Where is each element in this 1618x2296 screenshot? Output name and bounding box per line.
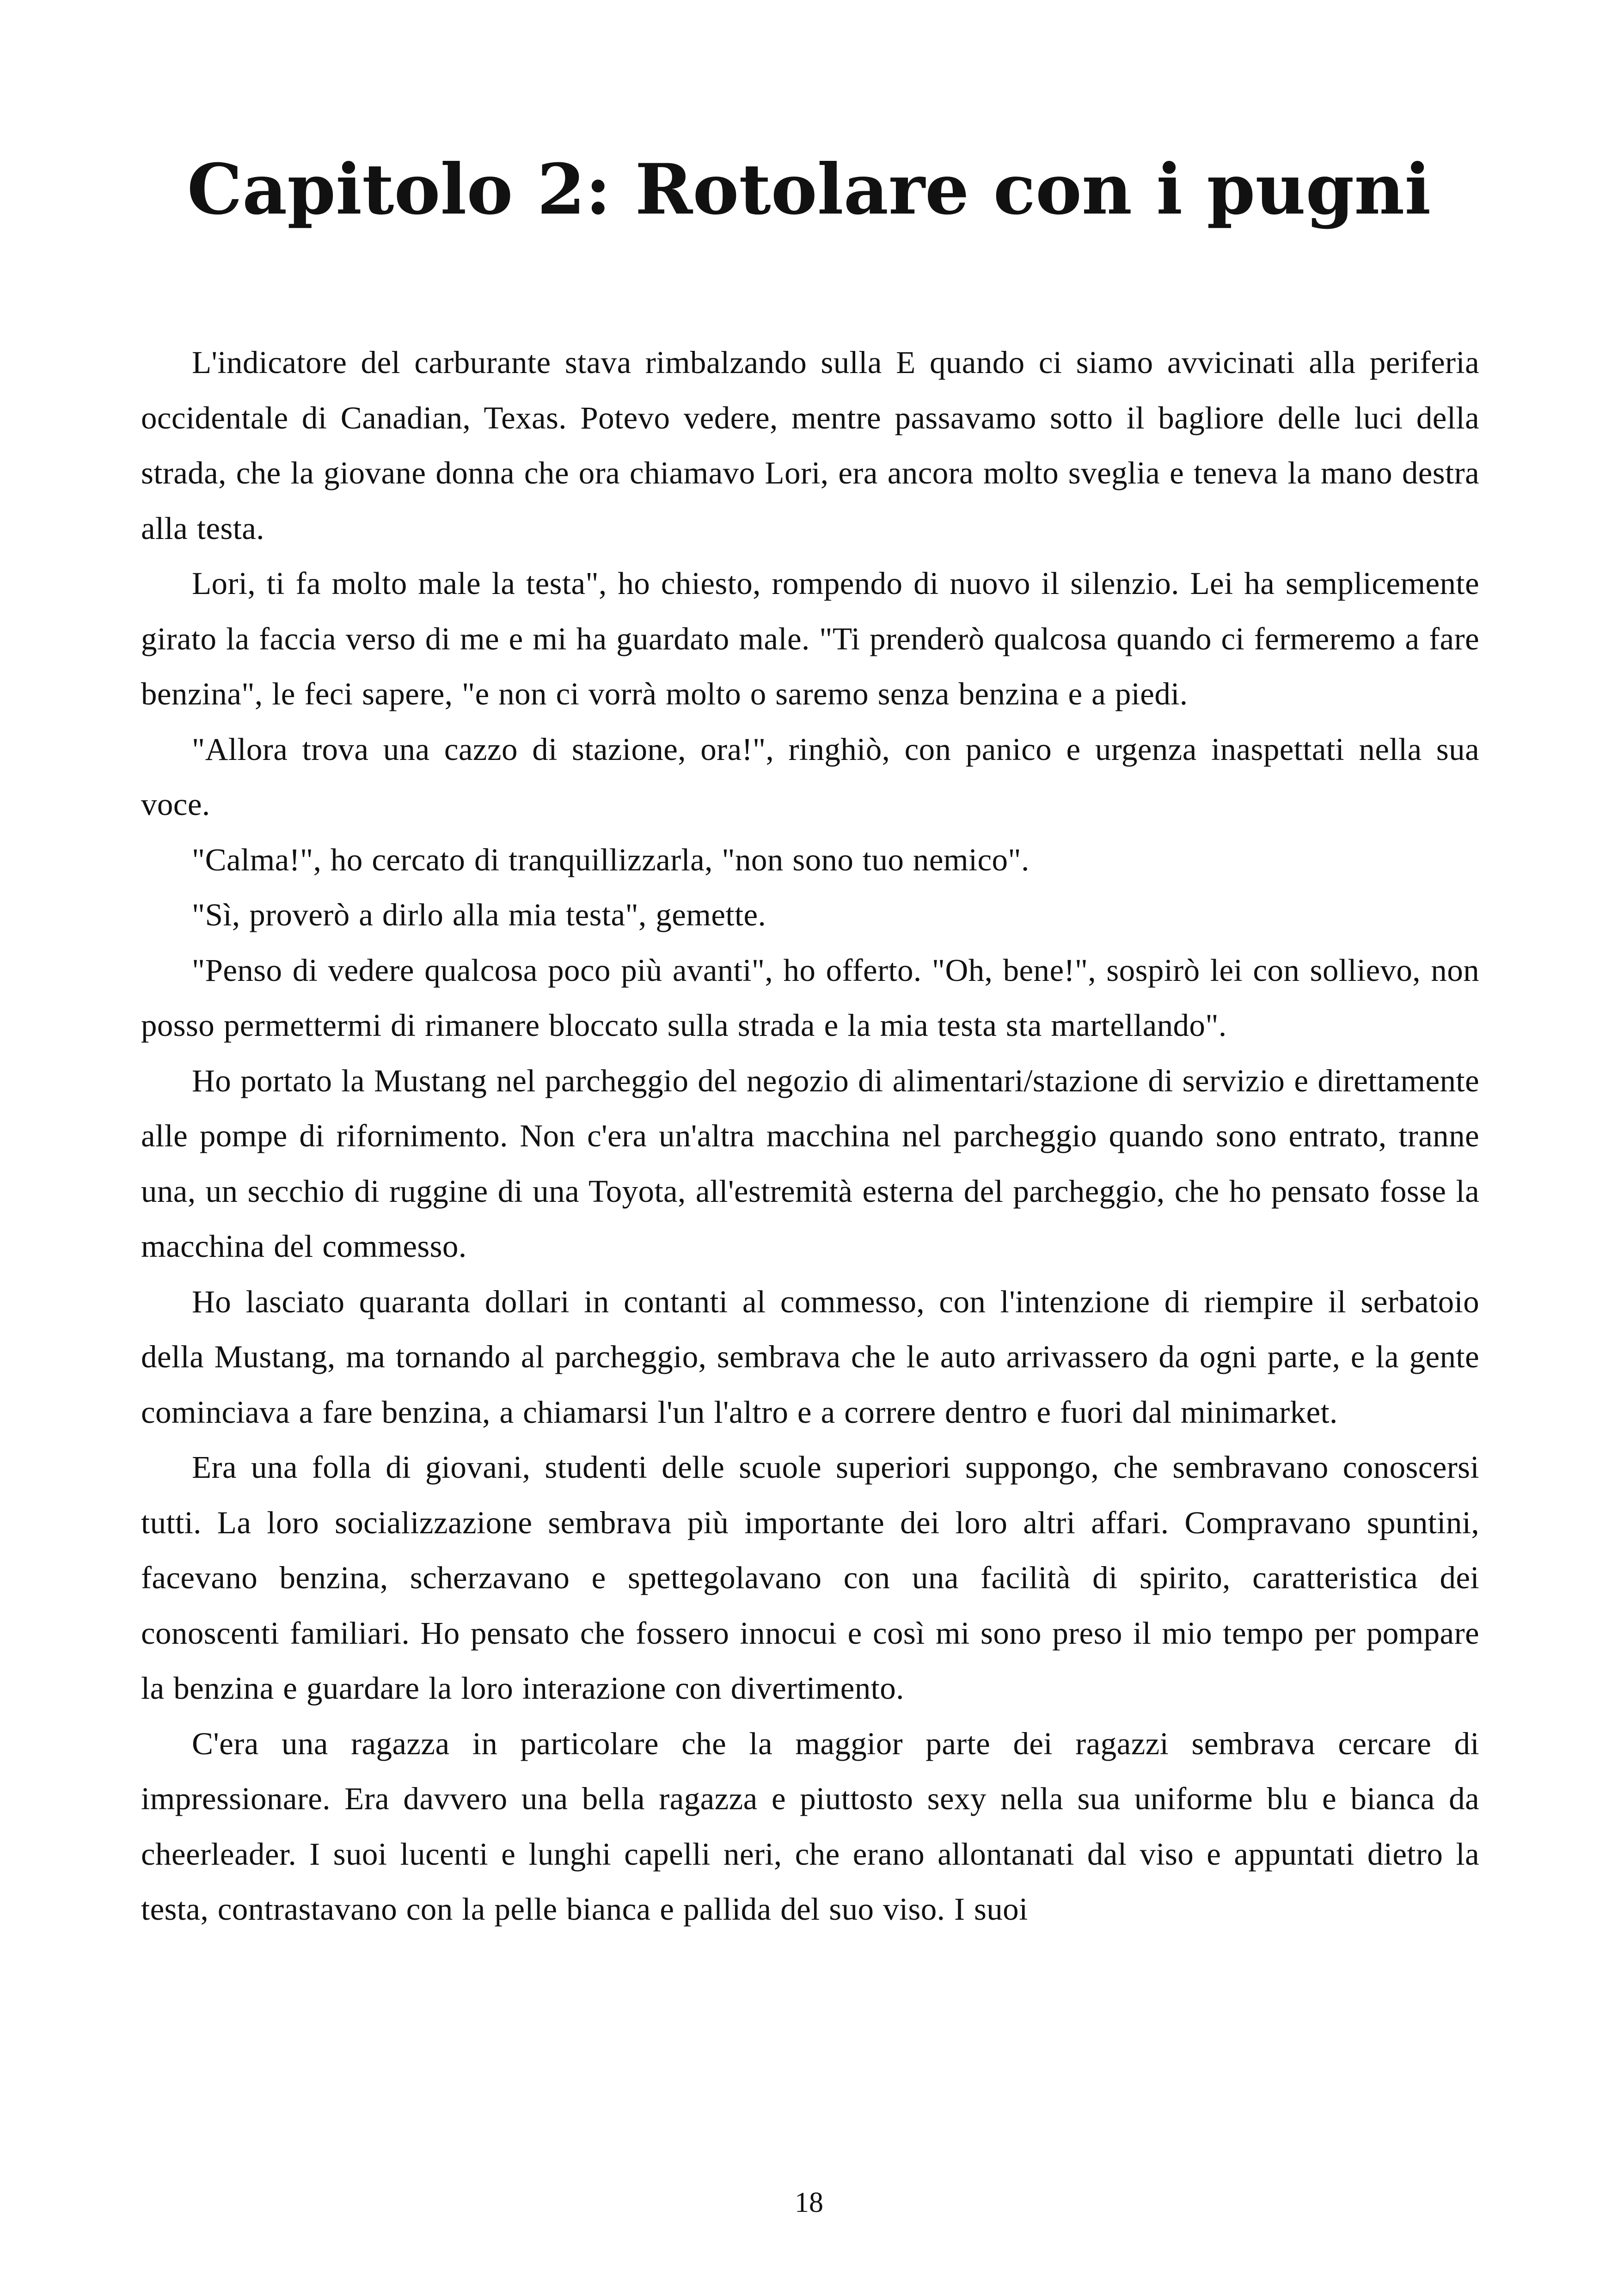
- paragraph: L'indicatore del carburante stava rimbalzando sulla E quando ci siamo avvicinati alla periferia occidentale di Canadian, Texas. Potevo vedere, mentre passavamo sotto il bagliore delle luci della strada, che la giovane donna che ora chiamavo Lori, era ancora molto sveglia e teneva la mano destra alla testa.: [141, 345, 1479, 546]
- body-text: [141, 335, 1479, 1937]
- paragraph: "Allora trova una cazzo di stazione, ora!", ringhiò, con panico e urgenza inaspettati nella sua voce.: [141, 731, 1479, 822]
- paragraph: "Sì, proverò a dirlo alla mia testa", gemette.: [192, 897, 766, 932]
- paragraph: "Calma!", ho cercato di tranquillizzarla, "non sono tuo nemico".: [192, 842, 1030, 877]
- paragraph: Lori, ti fa molto male la testa", ho chiesto, rompendo di nuovo il silenzio. Lei ha semplicemente girato la faccia verso di me e mi ha guardato male. "Ti prenderò qualcosa quando ci fermeremo a fare benzina", le feci sapere, "e non ci vorrà molto o saremo senza benzina e a piedi.: [141, 566, 1479, 711]
- paragraph: "Penso di vedere qualcosa poco più avanti", ho offerto. "Oh, bene!", sospirò lei con sollievo, non posso permettermi di rimanere bloccato sulla strada e la mia testa sta martellando".: [141, 952, 1479, 1043]
- paragraph: Era una folla di giovani, studenti delle scuole superiori suppongo, che sembravano conoscersi tutti. La loro socializzazione sembrava più importante dei loro altri affari. Compravano spuntini, facevano benzina, scherzavano e spettegolavano con una facilità di spirito, caratteristica dei conoscenti familiari. Ho pensato che fossero innocui e così mi sono preso il mio tempo per pompare la benzina e guardare la loro interazione con divertimento.: [141, 1450, 1479, 1706]
- paragraph: Ho portato la Mustang nel parcheggio del negozio di alimentari/stazione di servizio e direttamente alle pompe di rifornimento. Non c'era un'altra macchina nel parcheggio quando sono entrato, tranne una, un secchio di ruggine di una Toyota, all'estremità esterna del parcheggio, che ho pensato fosse la macchina del commesso.: [141, 1063, 1479, 1264]
- paragraph: Ho lasciato quaranta dollari in contanti al commesso, con l'intenzione di riempire il serbatoio della Mustang, ma tornando al parcheggio, sembrava che le auto arrivassero da ogni parte, e la gente cominciava a fare benzina, a chiamarsi l'un l'altro e a correre dentro e fuori dal minimarket.: [141, 1284, 1479, 1430]
- chapter-title: Capitolo 2: Rotolare con i pugni: [187, 149, 1431, 230]
- page-number: 18: [795, 2187, 823, 2218]
- paragraph: C'era una ragazza in particolare che la maggior parte dei ragazzi sembrava cercare di impressionare. Era davvero una bella ragazza e piuttosto sexy nella sua uniforme blu e bianca da cheerleader. I suoi lucenti e lunghi capelli neri, che erano allontanati dal viso e appuntati dietro la testa, contrastavano con la pelle bianca e pallida del suo viso. I suoi: [141, 1726, 1479, 1927]
